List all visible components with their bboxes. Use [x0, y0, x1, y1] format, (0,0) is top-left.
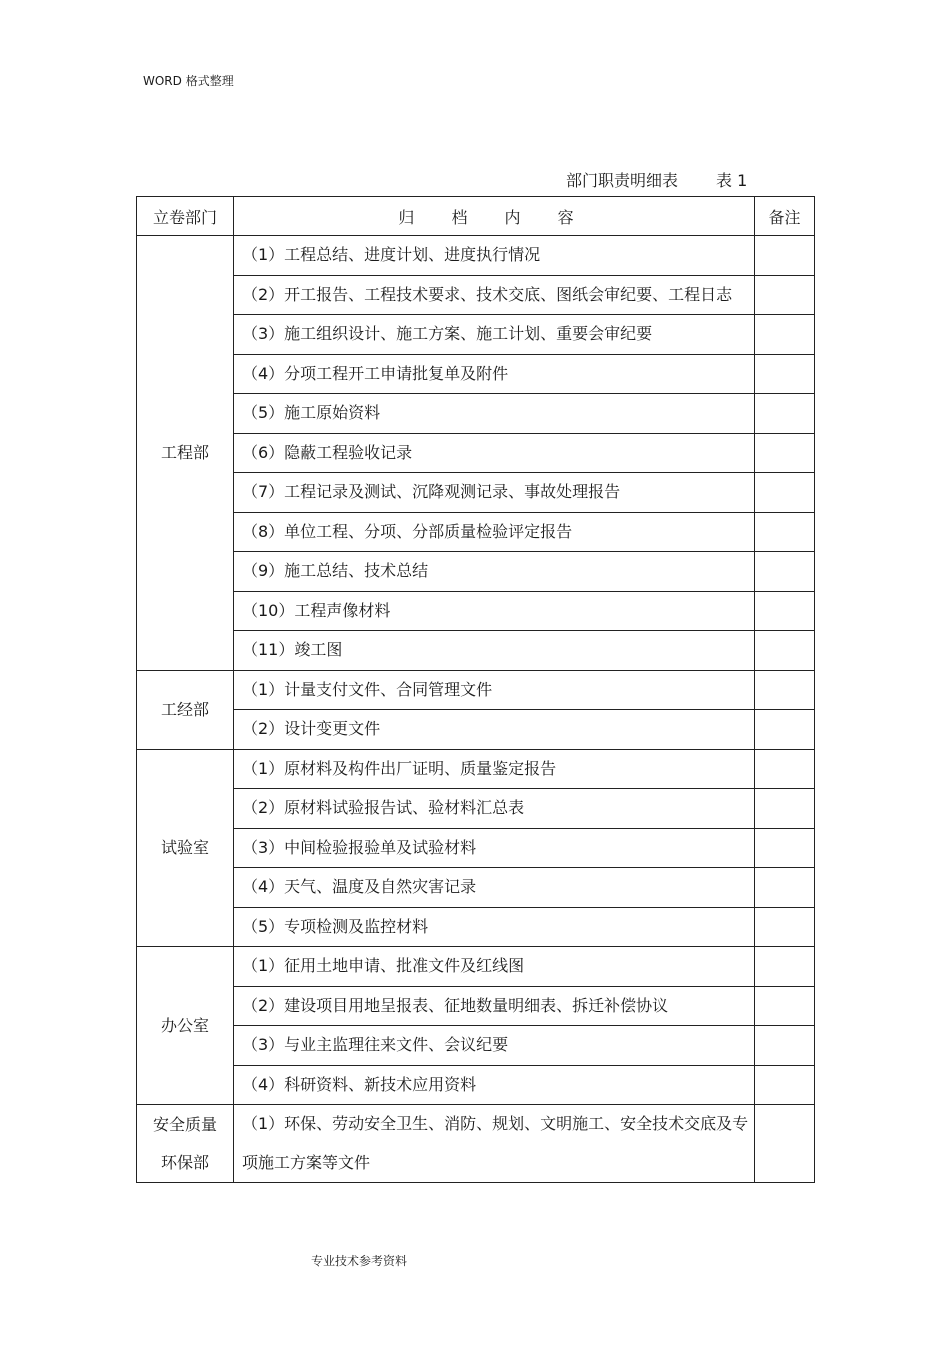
table-row	[137, 315, 815, 355]
table-row	[137, 947, 815, 987]
table-row	[137, 907, 815, 947]
content-cell: （1）计量支付文件、合同管理文件	[234, 670, 755, 710]
content-cell: （2）设计变更文件	[234, 710, 755, 750]
table-row	[137, 986, 815, 1026]
content-cell: （3）中间检验报验单及试验材料	[234, 828, 755, 868]
content-cell: （1）征用土地申请、批准文件及红线图	[234, 947, 755, 987]
content-cell: （2）开工报告、工程技术要求、技术交底、图纸会审纪要、工程日志	[234, 275, 755, 315]
content-cell: （8）单位工程、分项、分部质量检验评定报告	[234, 512, 755, 552]
table-row	[137, 631, 815, 671]
table-row	[137, 789, 815, 829]
table-row	[137, 433, 815, 473]
content-cell: （10）工程声像材料	[234, 591, 755, 631]
content-cell: （3）施工组织设计、施工方案、施工计划、重要会审纪要	[234, 315, 755, 355]
table-row	[137, 670, 815, 710]
dept-cell: 办公室	[137, 947, 234, 1105]
table-row	[137, 868, 815, 908]
table-row	[137, 828, 815, 868]
header-content: 归 档 内 容	[234, 197, 755, 236]
table-row	[137, 552, 815, 592]
content-cell: （1）工程总结、进度计划、进度执行情况	[234, 236, 755, 276]
table-title: 部门职责明细表	[566, 171, 679, 190]
note-cell	[755, 275, 815, 315]
dept-cell: 工程部	[137, 236, 234, 671]
table-row	[137, 749, 815, 789]
header-note-col: 备注	[755, 197, 815, 236]
table-row	[137, 1105, 815, 1183]
note-cell	[755, 986, 815, 1026]
table-row	[137, 1065, 815, 1105]
table-caption	[566, 168, 747, 191]
note-cell	[755, 868, 815, 908]
content-cell: （5）专项检测及监控材料	[234, 907, 755, 947]
content-cell: （2）原材料试验报告试、验材料汇总表	[234, 789, 755, 829]
note-cell	[755, 907, 815, 947]
table-row	[137, 275, 815, 315]
note-cell	[755, 433, 815, 473]
note-cell	[755, 1065, 815, 1105]
note-cell	[755, 1105, 815, 1183]
content-cell: （6）隐蔽工程验收记录	[234, 433, 755, 473]
content-cell: （4）科研资料、新技术应用资料	[234, 1065, 755, 1105]
note-cell	[755, 749, 815, 789]
note-cell	[755, 512, 815, 552]
note-cell	[755, 473, 815, 513]
content-cell: （3）与业主监理往来文件、会议纪要	[234, 1026, 755, 1066]
note-cell	[755, 394, 815, 434]
note-cell	[755, 710, 815, 750]
content-cell: （5）施工原始资料	[234, 394, 755, 434]
content-cell: （4）分项工程开工申请批复单及附件	[234, 354, 755, 394]
note-cell	[755, 828, 815, 868]
dept-cell: 试验室	[137, 749, 234, 947]
note-cell	[755, 631, 815, 671]
note-cell	[755, 789, 815, 829]
table-row	[137, 354, 815, 394]
note-cell	[755, 947, 815, 987]
note-cell	[755, 354, 815, 394]
duty-table	[136, 196, 815, 1183]
header-dept: 立卷部门	[137, 197, 234, 236]
note-cell	[755, 315, 815, 355]
note-cell	[755, 236, 815, 276]
content-cell: （1）原材料及构件出厂证明、质量鉴定报告	[234, 749, 755, 789]
table-row	[137, 473, 815, 513]
table-row	[137, 591, 815, 631]
note-cell	[755, 591, 815, 631]
dept-cell: 安全质量环保部	[137, 1105, 234, 1183]
footer-note: 专业技术参考资料	[311, 1254, 408, 1268]
table-row	[137, 710, 815, 750]
content-cell: （9）施工总结、技术总结	[234, 552, 755, 592]
table-row	[137, 236, 815, 276]
table-row	[137, 1026, 815, 1066]
duty-table-body	[137, 197, 815, 1183]
dept-cell: 工经部	[137, 670, 234, 749]
table-row	[137, 394, 815, 434]
table-number: 表 1	[716, 171, 748, 190]
note-cell	[755, 1026, 815, 1066]
note-cell	[755, 670, 815, 710]
content-cell: （2）建设项目用地呈报表、征地数量明细表、拆迁补偿协议	[234, 986, 755, 1026]
content-cell: （11）竣工图	[234, 631, 755, 671]
content-cell: （1）环保、劳动安全卫生、消防、规划、文明施工、安全技术交底及专项施工方案等文件	[234, 1105, 755, 1183]
table-header-row	[137, 197, 815, 236]
content-cell: （7）工程记录及测试、沉降观测记录、事故处理报告	[234, 473, 755, 513]
note-cell	[755, 552, 815, 592]
content-cell: （4）天气、温度及自然灾害记录	[234, 868, 755, 908]
header-note: WORD 格式整理	[143, 74, 234, 88]
table-row	[137, 512, 815, 552]
